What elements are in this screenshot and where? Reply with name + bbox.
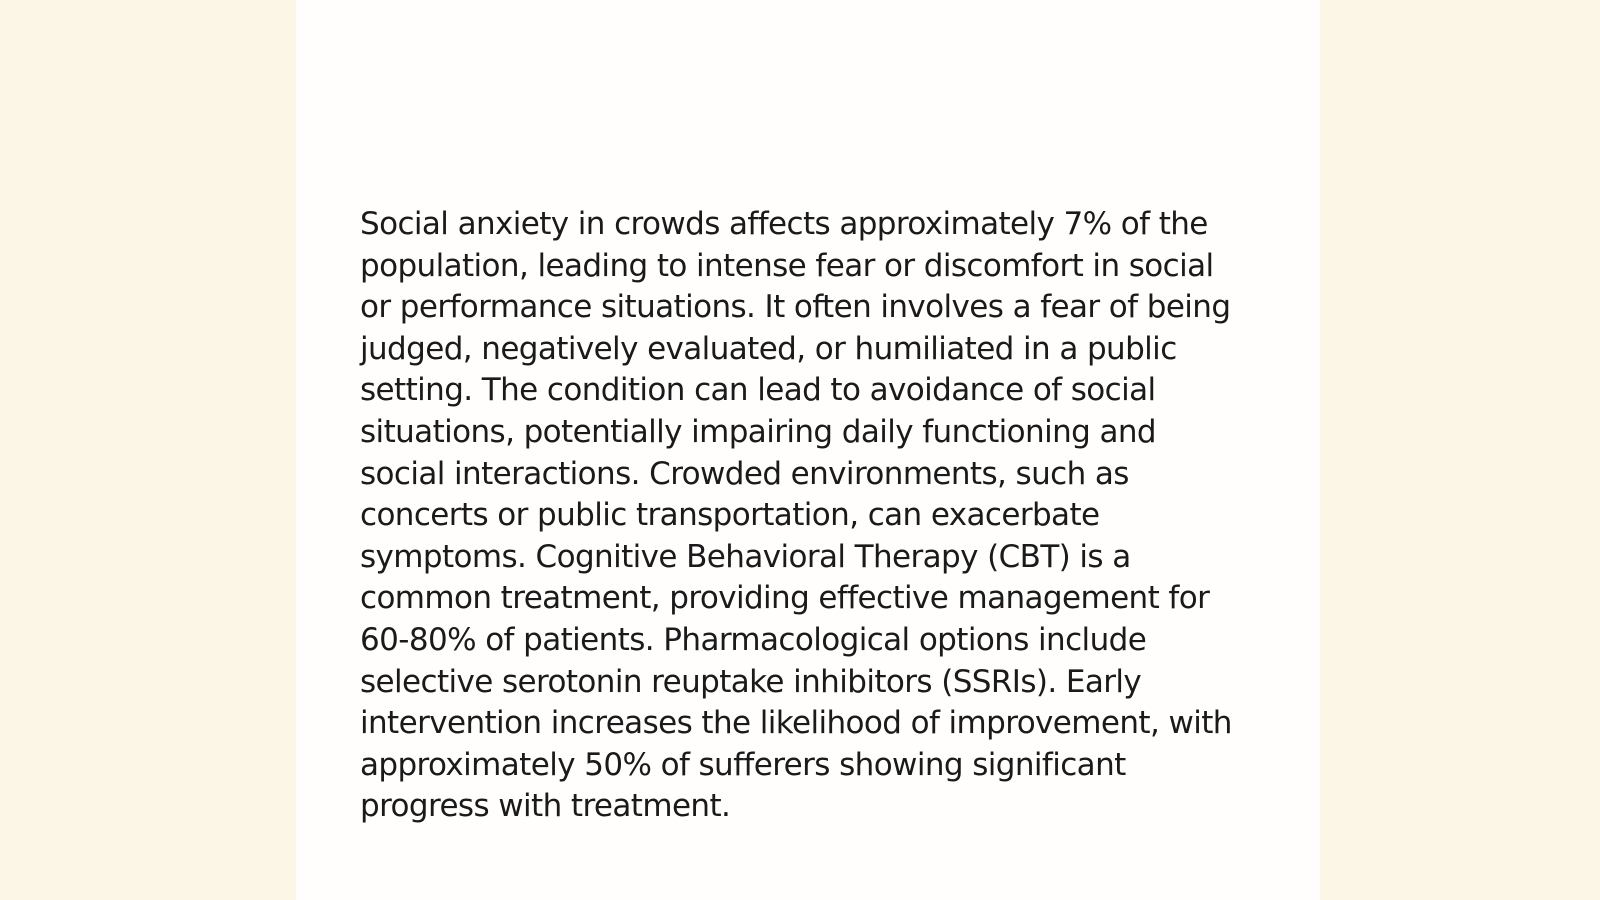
document-panel bbox=[296, 0, 1320, 900]
body-paragraph: Social anxiety in crowds affects approximately 7% of the population, leading to intense fear or discomfort in social or performance situations. It often involves a fear of being judged, negatively evaluated, or humiliated in a public setting. The condition can lead to avoidance of social situations, potentially impairing daily functioning and social interactions. Crowded environments, such as concerts or public transportation, can exacerbate symptoms. Cognitive Behavioral Therapy (CBT) is a common treatment, providing effective management for 60-80% of patients. Pharmacological options include selective serotonin reuptake inhibitors (SSRIs). Early intervention increases the likelihood of improvement, with approximately 50% of sufferers showing significant progress with treatment. bbox=[360, 206, 1232, 825]
